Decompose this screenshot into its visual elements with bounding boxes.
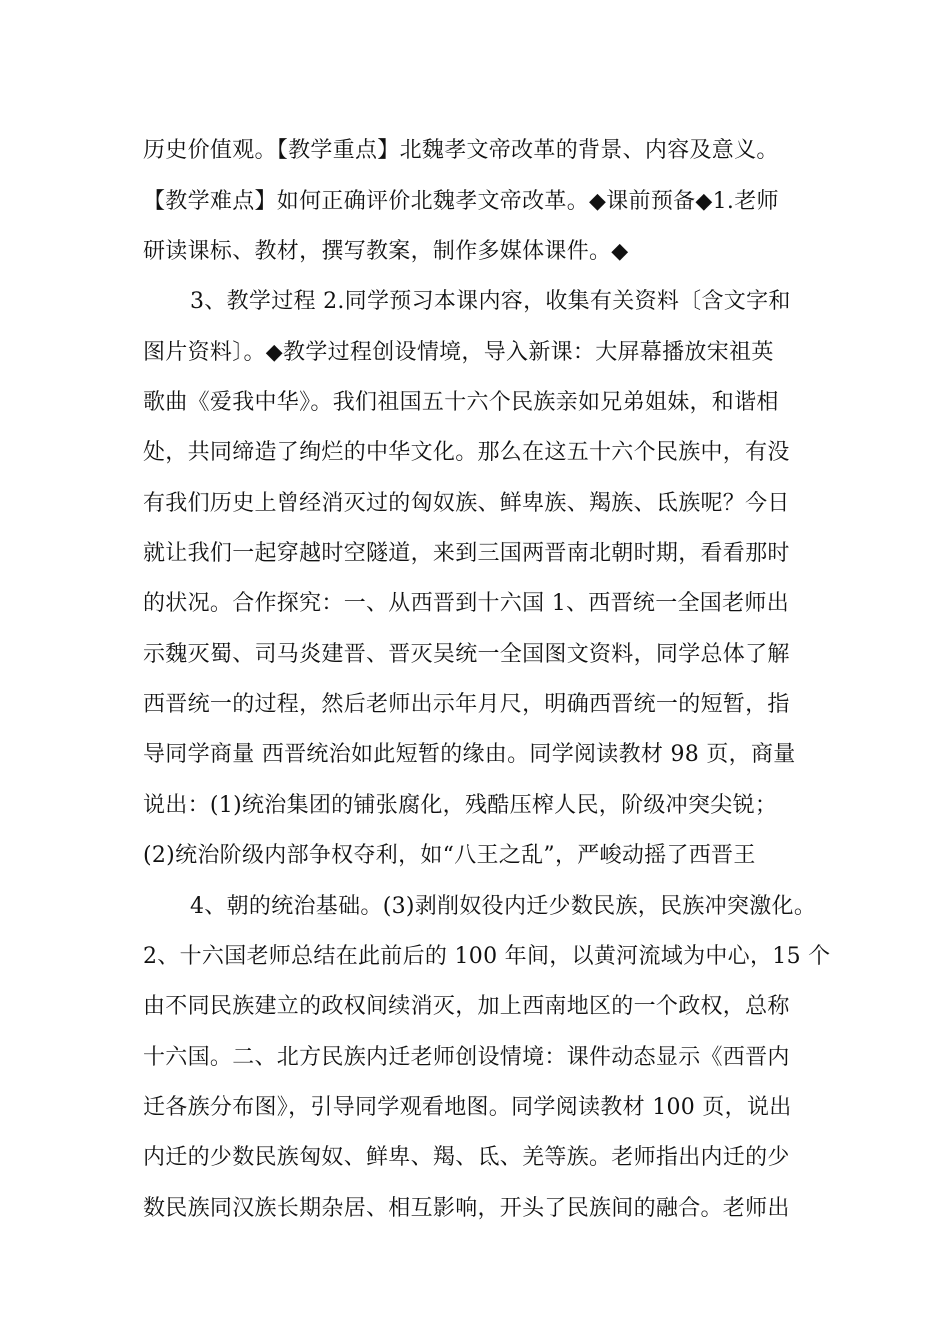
text-line: 迁各族分布图》，引导同学观看地图。同学阅读教材 100 页，说出 [143, 1095, 792, 1120]
text-line: 3、教学过程 2.同学预习本课内容，收集有关资料〔含文字和 [190, 289, 791, 314]
text-line: 的状况。合作探究：一、从西晋到十六国 1、西晋统一全国老师出 [143, 591, 789, 616]
text-line: 2、十六国老师总结在此前后的 100 年间，以黄河流域为中心，15 个 [143, 944, 831, 969]
text-line: 由不同民族建立的政权间续消灭，加上西南地区的一个政权，总称 [143, 994, 790, 1019]
text-line: 历史价值观。【教学重点】北魏孝文帝改革的背景、内容及意义。 [143, 138, 779, 163]
text-line: 有我们历史上曾经消灭过的匈奴族、鲜卑族、羯族、氐族呢？今日 [143, 491, 790, 516]
text-line: 十六国。二、北方民族内迁老师创设情境：课件动态显示《西晋内 [143, 1045, 790, 1070]
text-line: 处，共同缔造了绚烂的中华文化。那么在这五十六个民族中，有没 [143, 440, 790, 465]
text-line: 示魏灭蜀、司马炎建晋、晋灭吴统一全国图文资料，同学总体了解 [143, 642, 790, 667]
text-line: (2)统治阶级内部争权夺利，如“八王之乱”，严峻动摇了西晋王 [143, 843, 756, 868]
text-line: 内迁的少数民族匈奴、鲜卑、羯、氐、羌等族。老师指出内迁的少 [143, 1145, 790, 1170]
text-line: 研读课标、教材，撰写教案，制作多媒体课件。◆ [143, 239, 629, 264]
text-line: 图片资料〕。◆教学过程创设情境，导入新课：大屏幕播放宋祖英 [143, 340, 774, 365]
text-line: 4、朝的统治基础。(3)剥削奴役内迁少数民族，民族冲突激化。 [190, 894, 817, 919]
text-line: 【教学难点】如何正确评价北魏孝文帝改革。◆课前预备◆1.老师 [143, 189, 779, 214]
text-line: 说出：(1)统治集团的铺张腐化，残酷压榨人民，阶级冲突尖锐； [143, 793, 778, 818]
text-line: 导同学商量 西晋统治如此短暂的缘由。同学阅读教材 98 页，商量 [143, 742, 796, 767]
text-line: 数民族同汉族长期杂居、相互影响，开头了民族间的融合。老师出 [143, 1196, 790, 1221]
text-line: 西晋统一的过程，然后老师出示年月尺，明确西晋统一的短暂，指 [143, 692, 790, 717]
text-line: 歌曲《爱我中华》。我们祖国五十六个民族亲如兄弟姐妹，和谐相 [143, 390, 779, 415]
text-line: 就让我们一起穿越时空隧道，来到三国两晋南北朝时期，看看那时 [143, 541, 790, 566]
